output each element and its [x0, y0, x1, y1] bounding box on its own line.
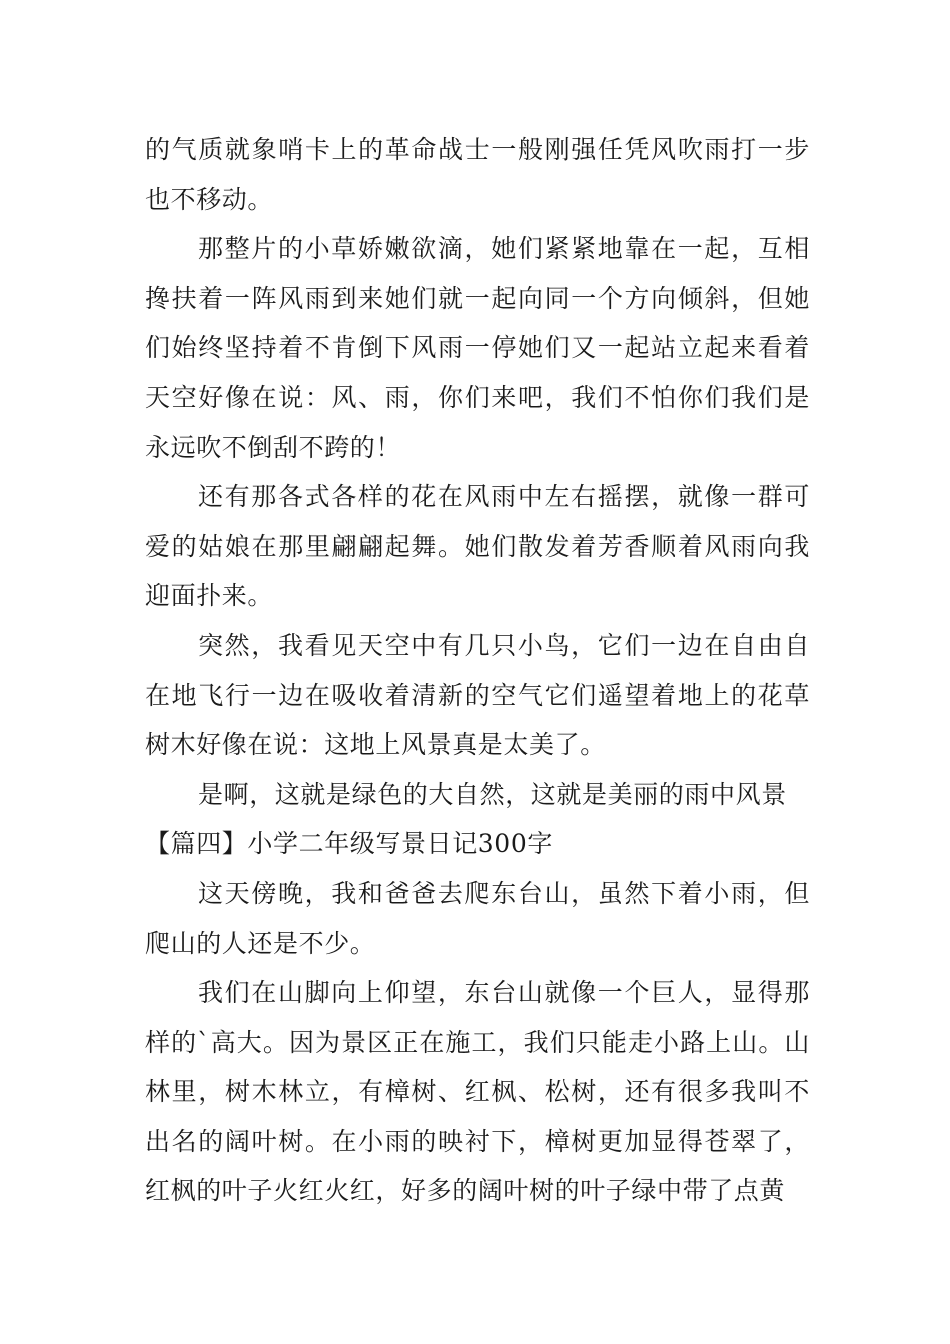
document-page: [145, 125, 810, 1216]
paragraph-flowers: 还有那各式各样的花在风雨中左右摇摆，就像一群可爱的姑娘在那里翩翩起舞。她们散发着芳香顺着风雨向我迎面扑来。: [145, 482, 810, 611]
paragraph-birds: 突然，我看见天空中有几只小鸟，它们一边在自由自在地飞行一边在吸收着清新的空气它们遥望着地上的花草树木好像在说：这地上风景真是太美了。: [145, 630, 810, 760]
section-heading: 【篇四】小学二年级写景日记300字: [145, 829, 553, 859]
paragraph-continued: 的气质就象哨卡上的革命战士一般刚强任凭风吹雨打一步也不移动。: [145, 135, 810, 214]
paragraph-grass: 那整片的小草娇嫩欲滴，她们紧紧地靠在一起，互相搀扶着一阵风雨到来她们就一起向同一个方向倾斜，但她们始终坚持着不肯倒下风雨一停她们又一起站立起来看着天空好像在说：风、雨，你们来吧，我们不怕你们我们是永远吹不倒刮不跨的！: [145, 234, 810, 462]
paragraph-conclusion: 是啊，这就是绿色的大自然，这就是美丽的雨中风景: [198, 779, 787, 809]
paragraph-evening-climb: 这天傍晚，我和爸爸去爬东台山，虽然下着小雨，但爬山的人还是不少。: [145, 878, 810, 958]
paragraph-mountain-view: 我们在山脚向上仰望，东台山就像一个巨人，显得那样的`高大。因为景区正在施工，我们只能走小路上山。山林里，树木林立，有樟树、红枫、松树，还有很多我叫不出名的阔叶树。在小雨的映衬下，樟树更加显得苍翠了，红枫的叶子火红火红，好多的阔叶树的叶子绿中带了点黄: [145, 978, 810, 1206]
